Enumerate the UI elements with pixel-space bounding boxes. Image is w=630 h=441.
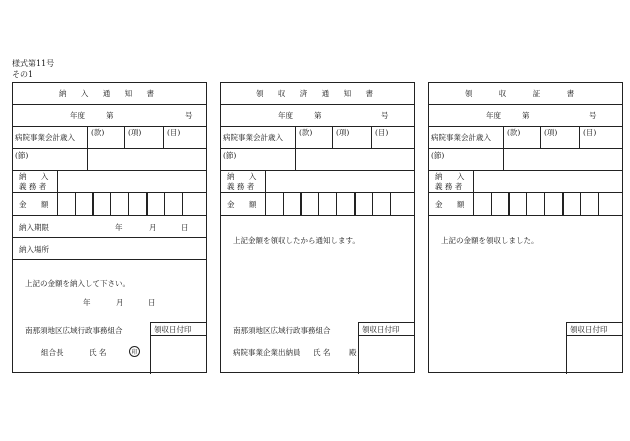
amount-label: 金 額 [19, 200, 55, 209]
signer-title: 組合長 [41, 348, 64, 357]
setsu-label: (節) [223, 151, 237, 160]
signer-title: 病院事業企業出納員 [233, 348, 301, 357]
number-suffix: 号 [589, 111, 597, 120]
receipt-stamp-box-label: 領収日付印 [154, 325, 192, 334]
official-seal-icon: 印 [129, 346, 140, 357]
signer-name-label: 氏 名 [89, 348, 107, 357]
kan-label: (款) [507, 128, 521, 137]
obligor-label-2: 義 務 者 [19, 182, 47, 191]
income-officer-label: 病院事業会計歳入 [431, 133, 491, 142]
form-title: 納 入 通 知 書 [58, 89, 161, 98]
form-number: 様式第11号 [12, 59, 55, 68]
fiscal-year-label: 年度 [486, 111, 501, 120]
payment-request-message: 上記の金額を納入して下さい。 [25, 279, 130, 288]
number-suffix: 号 [185, 111, 193, 120]
form-title: 領 収 済 通 知 書 [256, 89, 379, 98]
obligor-label-2: 義 務 者 [227, 182, 255, 191]
obligor-label-1: 納 入 [435, 172, 471, 181]
income-officer-label: 病院事業会計歳入 [15, 133, 75, 142]
honorific-label: 殿 [349, 348, 357, 357]
signer-name-label: 氏 名 [313, 348, 331, 357]
issue-year: 年 [83, 298, 91, 307]
due-year: 年 [115, 223, 123, 232]
fiscal-year-label: 年度 [278, 111, 293, 120]
amount-label: 金 額 [227, 200, 263, 209]
due-date-label: 納入期限 [19, 223, 49, 232]
obligor-label-1: 納 入 [227, 172, 263, 181]
organization-name: 南那須地区広域行政事務組合 [233, 326, 331, 335]
kou-label: (項) [544, 128, 558, 137]
payment-notice-form [12, 82, 207, 373]
issue-day: 日 [148, 298, 156, 307]
issue-month: 月 [116, 298, 124, 307]
moku-label: (目) [375, 128, 389, 137]
due-day: 日 [181, 223, 189, 232]
obligor-label-1: 納 入 [19, 172, 55, 181]
income-officer-label: 病院事業会計歳入 [223, 133, 283, 142]
receipt-notice-message: 上記金額を領収したから通知します。 [233, 236, 360, 245]
kan-label: (款) [91, 128, 105, 137]
number-prefix: 第 [106, 111, 114, 120]
amount-label: 金 額 [435, 200, 471, 209]
number-prefix: 第 [522, 111, 530, 120]
number-suffix: 号 [381, 111, 389, 120]
receipt-stamp-box-label: 領収日付印 [570, 325, 608, 334]
setsu-label: (節) [15, 151, 29, 160]
number-prefix: 第 [314, 111, 322, 120]
kan-label: (款) [299, 128, 313, 137]
moku-label: (目) [583, 128, 597, 137]
receipt-stamp-box-label: 領収日付印 [362, 325, 400, 334]
form-title: 領 収 証 書 [464, 89, 587, 98]
setsu-label: (節) [431, 151, 445, 160]
due-month: 月 [149, 223, 157, 232]
receipt-form [428, 82, 623, 373]
payment-place-label: 納入場所 [19, 245, 49, 254]
kou-label: (項) [128, 128, 142, 137]
obligor-label-2: 義 務 者 [435, 182, 463, 191]
receipt-notification-form [220, 82, 415, 373]
kou-label: (項) [336, 128, 350, 137]
fiscal-year-label: 年度 [70, 111, 85, 120]
sub-number: その1 [12, 70, 34, 79]
receipt-message: 上記の金額を領収しました。 [441, 236, 539, 245]
organization-name: 南那須地区広域行政事務組合 [25, 326, 123, 335]
moku-label: (目) [167, 128, 181, 137]
